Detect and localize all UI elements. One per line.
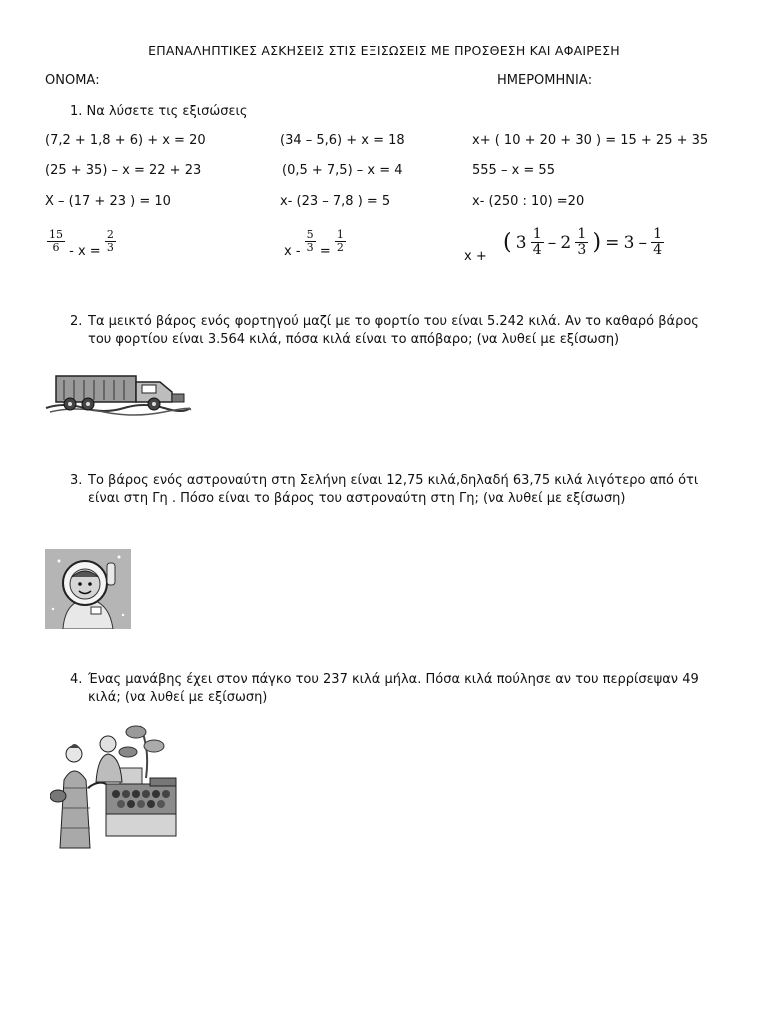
operator: – xyxy=(547,232,557,253)
word-problem xyxy=(70,671,720,707)
denominator: 6 xyxy=(52,241,60,255)
equation-text: x + xyxy=(464,249,487,265)
whole-number: 3 xyxy=(515,232,527,253)
problem-text: Ένας μανάβης έχει στον πάγκο του 237 κιλά μήλα. Πόσα κιλά πούλησε αν του περρίσεψαν 49 κιλά; (να λυθεί με εξίσωση) xyxy=(88,672,699,705)
paren: ) xyxy=(592,229,602,255)
equation: x- (23 – 7,8 ) = 5 xyxy=(280,194,391,209)
problem-number: 4. xyxy=(70,672,83,687)
equation: (0,5 + 7,5) – x = 4 xyxy=(282,163,403,178)
fraction xyxy=(531,227,544,259)
numerator: 2 xyxy=(106,228,114,241)
market-stall-illustration xyxy=(50,718,182,850)
fraction xyxy=(305,229,316,254)
numerator: 15 xyxy=(49,228,63,241)
equation: (34 – 5,6) + x = 18 xyxy=(280,133,405,148)
word-problem xyxy=(70,313,720,349)
denominator: 3 xyxy=(106,241,114,255)
truck-illustration xyxy=(44,372,192,416)
numerator: 1 xyxy=(532,226,542,242)
word-problem xyxy=(70,472,720,508)
fraction-equation xyxy=(284,228,346,260)
problem-text: Το βάρος ενός αστροναύτη στη Σελήνη είναι 12,75 κιλά,δηλαδή 63,75 κιλά λιγότερο από ότι είναι στη Γη . Πόσο είναι το βάρος του αστροναύτη στη Γη; (να λυθεί με εξίσωση) xyxy=(88,473,699,506)
equation-text: x - xyxy=(284,244,301,260)
denominator: 4 xyxy=(653,242,663,259)
problem-number: 2. xyxy=(70,314,83,329)
operator: – xyxy=(638,232,648,253)
page-title: ΕΠΑΝΑΛΗΠΤΙΚΕΣ ΑΣΚΗΣΕΙΣ ΣΤΙΣ ΕΞΙΣΩΣΕΙΣ ΜΕ ΠΡΟΣΘΕΣΗ ΚΑΙ ΑΦΑΙΡΕΣΗ xyxy=(148,43,620,58)
fraction-equation xyxy=(47,228,116,260)
equation: (25 + 35) – x = 22 + 23 xyxy=(45,163,202,178)
fraction xyxy=(575,227,588,259)
date-label: ΗΜΕΡΟΜΗΝΙΑ: xyxy=(497,73,593,88)
whole-number: 2 xyxy=(560,232,572,253)
denominator: 2 xyxy=(336,241,344,255)
whole-number: 3 xyxy=(623,232,635,253)
name-label: ΟΝΟΜΑ: xyxy=(45,73,100,88)
fraction xyxy=(47,229,65,254)
problem-text: Τα μεικτό βάρος ενός φορτηγού μαζί με το φορτίο του είναι 5.242 κιλά. Αν το καθαρό βάρος του φορτίου είναι 3.564 κιλά, πόσα κιλά είναι το απόβαρο; (να λυθεί με εξίσωση) xyxy=(88,314,699,347)
paren: ( xyxy=(503,229,512,255)
fraction xyxy=(105,229,116,254)
fraction xyxy=(335,229,346,254)
numerator: 1 xyxy=(653,226,663,242)
equation: X – (17 + 23 ) = 10 xyxy=(45,194,171,209)
denominator: 4 xyxy=(532,242,542,259)
denominator: 3 xyxy=(306,241,314,255)
equation-text: = xyxy=(319,244,331,260)
equation: x+ ( 10 + 20 + 30 ) = 15 + 25 + 35 xyxy=(472,133,709,148)
denominator: 3 xyxy=(577,242,587,259)
numerator: 1 xyxy=(577,226,587,242)
fraction-equation xyxy=(464,226,664,265)
problem-number: 3. xyxy=(70,473,83,488)
equation-text: - x = xyxy=(69,244,101,260)
operator: = xyxy=(605,232,620,253)
astronaut-illustration xyxy=(45,549,131,629)
equation: 555 – x = 55 xyxy=(472,163,555,178)
exercise1-heading: 1. Να λύσετε τις εξισώσεις xyxy=(70,104,248,119)
equation: (7,2 + 1,8 + 6) + x = 20 xyxy=(45,133,206,148)
numerator: 1 xyxy=(336,228,344,241)
equation: x- (250 : 10) =20 xyxy=(472,194,585,209)
fraction xyxy=(651,227,664,259)
numerator: 5 xyxy=(306,228,314,241)
